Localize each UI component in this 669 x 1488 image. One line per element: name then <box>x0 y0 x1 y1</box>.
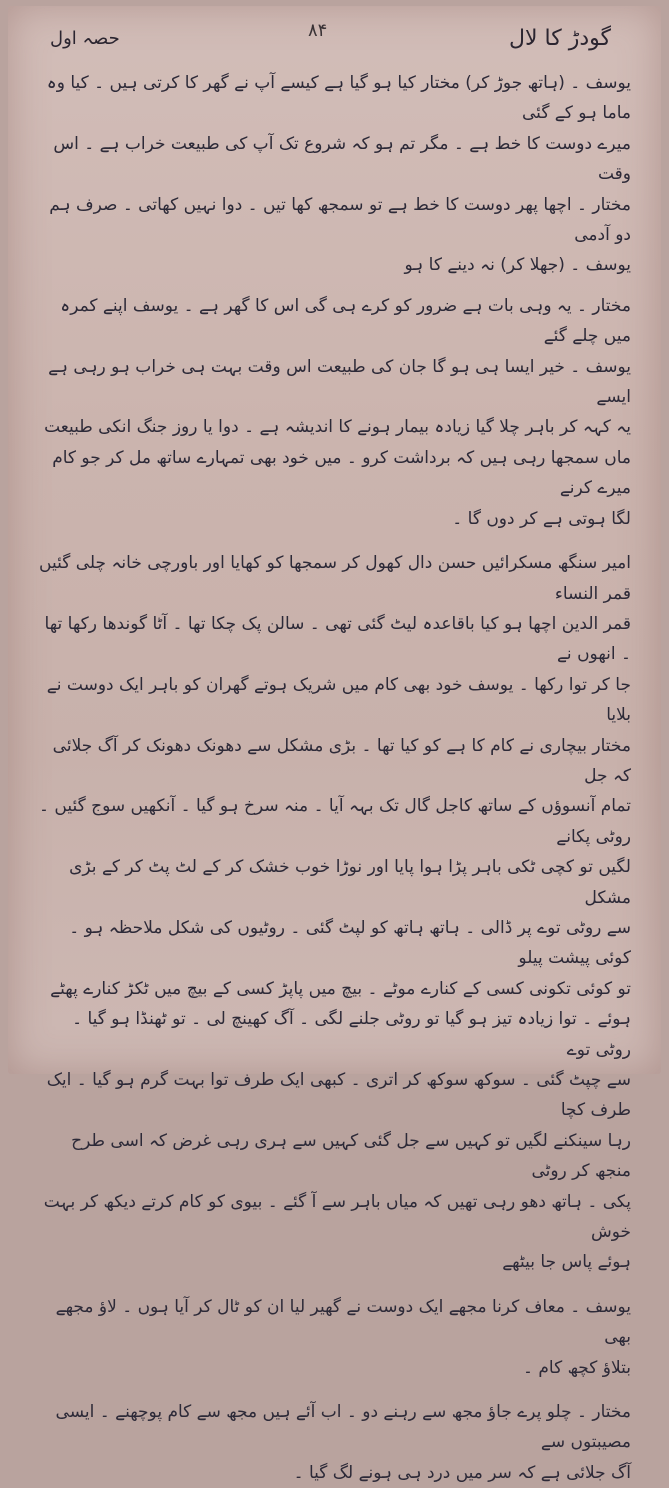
text-line: جا کر توا رکھا ۔ یوسف خود بھی کام میں شریک ہوتے گھران کو باہر ایک دوست نے بلایا <box>46 674 631 726</box>
text-line: لگیں تو کچی ٹکی باہر پڑا ہوا پایا اور نوڑا خوب خشک کر کے لٹ پٹ کر کے بڑی مشکل <box>69 857 631 908</box>
text-line: ہوئے ۔ توا زیادہ تیز ہو گیا تو روٹی جلنے لگی ۔ آگ کھینچ لی ۔ تو ٹھنڈا ہو گیا ۔ روٹی توے <box>72 1009 631 1060</box>
page-header <box>8 20 661 60</box>
text-line: ماں سمجھا رہی ہیں کہ برداشت کرو ۔ میں خود بھی تمہارے ساتھ مل کر جو کام میرے کرنے <box>52 447 631 499</box>
text-line: یوسف ۔ (جھلا کر) نہ دینے کا ہو <box>404 255 631 276</box>
text-line: قمر الدین اچھا ہو کیا باقاعدہ لیٹ گئی تھی ۔ سالن پک چکا تھا ۔ آٹا گوندھا رکھا تھا ۔ انھوں نے <box>44 613 631 665</box>
book-title: گودڑ کا لال <box>509 26 611 51</box>
text-line: لگا ہوتی ہے کر دوں گا ۔ <box>452 508 631 529</box>
text-line: امیر سنگھ مسکرائیں حسن دال کھول کر سمجھا کو کھایا اور باورچی خانہ چلی گئیں قمر النساء <box>39 553 631 604</box>
handwritten-text-body <box>38 68 631 1483</box>
text-line: مختار ۔ چلو پرے جاؤ مجھ سے رہنے دو ۔ اب آئے ہیں مجھ سے کام پوچھنے ۔ ایسی مصیبتوں سے <box>55 1402 631 1453</box>
text-line: تو کوئی تکونی کسی کے کنارے موٹے ۔ بیچ میں پاپڑ کسی کے بیچ میں ٹکڑ کنارے پھٹے <box>50 978 631 999</box>
text-line: آگ جلائی ہے کہ سر میں درد ہی ہونے لگ گیا ۔ <box>293 1462 631 1483</box>
text-line: یوسف ۔ معاف کرنا مجھے ایک دوست نے گھیر لیا ان کو ٹال کر آیا ہوں ۔ لاؤ مجھے بھی <box>55 1296 631 1348</box>
text-line: مختار ۔ یہ وہی بات ہے ضرور کو کرے ہی گی اس کا گھر ہے ۔ یوسف اپنے کمرہ میں چلے گئے <box>60 295 631 347</box>
text-line: تمام آنسوؤں کے ساتھ کاجل گال تک بہہ آیا ۔ منہ سرخ ہو گیا ۔ آنکھیں سوج گئیں ۔ روٹی پکانے <box>39 796 631 847</box>
text-line: مختار ۔ اچھا پھر دوست کا خط ہے تو سمجھ کھا تیں ۔ دوا نہیں کھاتی ۔ صرف ہم دو آدمی <box>49 194 631 246</box>
text-line: بتلاؤ کچھ کام ۔ <box>523 1357 631 1378</box>
text-line: یہ کہہ کر باہر چلا گیا زیادہ بیمار ہونے کا اندیشہ ہے ۔ دوا یا روز جنگ انکی طبیعت <box>44 417 631 438</box>
text-line: سے روٹی توے پر ڈالی ۔ ہاتھ ہاتھ کو لپٹ گئی ۔ روٹیوں کی شکل ملاحظہ ہو ۔ کوئی پیشت پیلو <box>69 917 631 969</box>
text-line: پکی ۔ ہاتھ دھو رہی تھیں کہ میاں باہر سے آ گئے ۔ بیوی کو کام کرتے دیکھ کر بہت خوش <box>43 1191 631 1243</box>
text-line: سے چپٹ گئی ۔ سوکھ سوکھ کر اتری ۔ کبھی ایک طرف توا بہت گرم ہو گیا ۔ ایک طرف کچا <box>46 1070 631 1121</box>
text-line: یوسف ۔ (ہاتھ جوڑ کر) مختار کیا ہو گیا ہے کیسے آپ نے گھر کا کرتی ہیں ۔ کیا وہ ماما ہو کے گئی <box>46 73 631 124</box>
text-line: میرے دوست کا خط ہے ۔ مگر تم ہو کہ شروع تک آپ کی طبیعت خراب ہے ۔ اس وقت <box>53 133 631 185</box>
text-line: مختار بیچاری نے کام کا ہے کو کیا تھا ۔ بڑی مشکل سے دھونک دھونک کر آگ جلائی کہ جل <box>52 735 631 786</box>
manuscript-page <box>8 6 661 1483</box>
text-line: یوسف ۔ خیر ایسا ہی ہو گا جان کی طبیعت اس وقت بہت ہی خراب ہو رہی ہے ایسے <box>48 356 631 408</box>
text-line: رہا سینکنے لگیں تو کہیں سے جل گئی کہیں سے ہری رہی غرض کہ اسی طرح منجھ کر روٹی <box>71 1130 631 1182</box>
page-number: ۸۴ <box>308 20 328 41</box>
part-label: حصہ اول <box>50 28 120 49</box>
text-line: ہوئے پاس جا بیٹھے <box>502 1252 631 1273</box>
